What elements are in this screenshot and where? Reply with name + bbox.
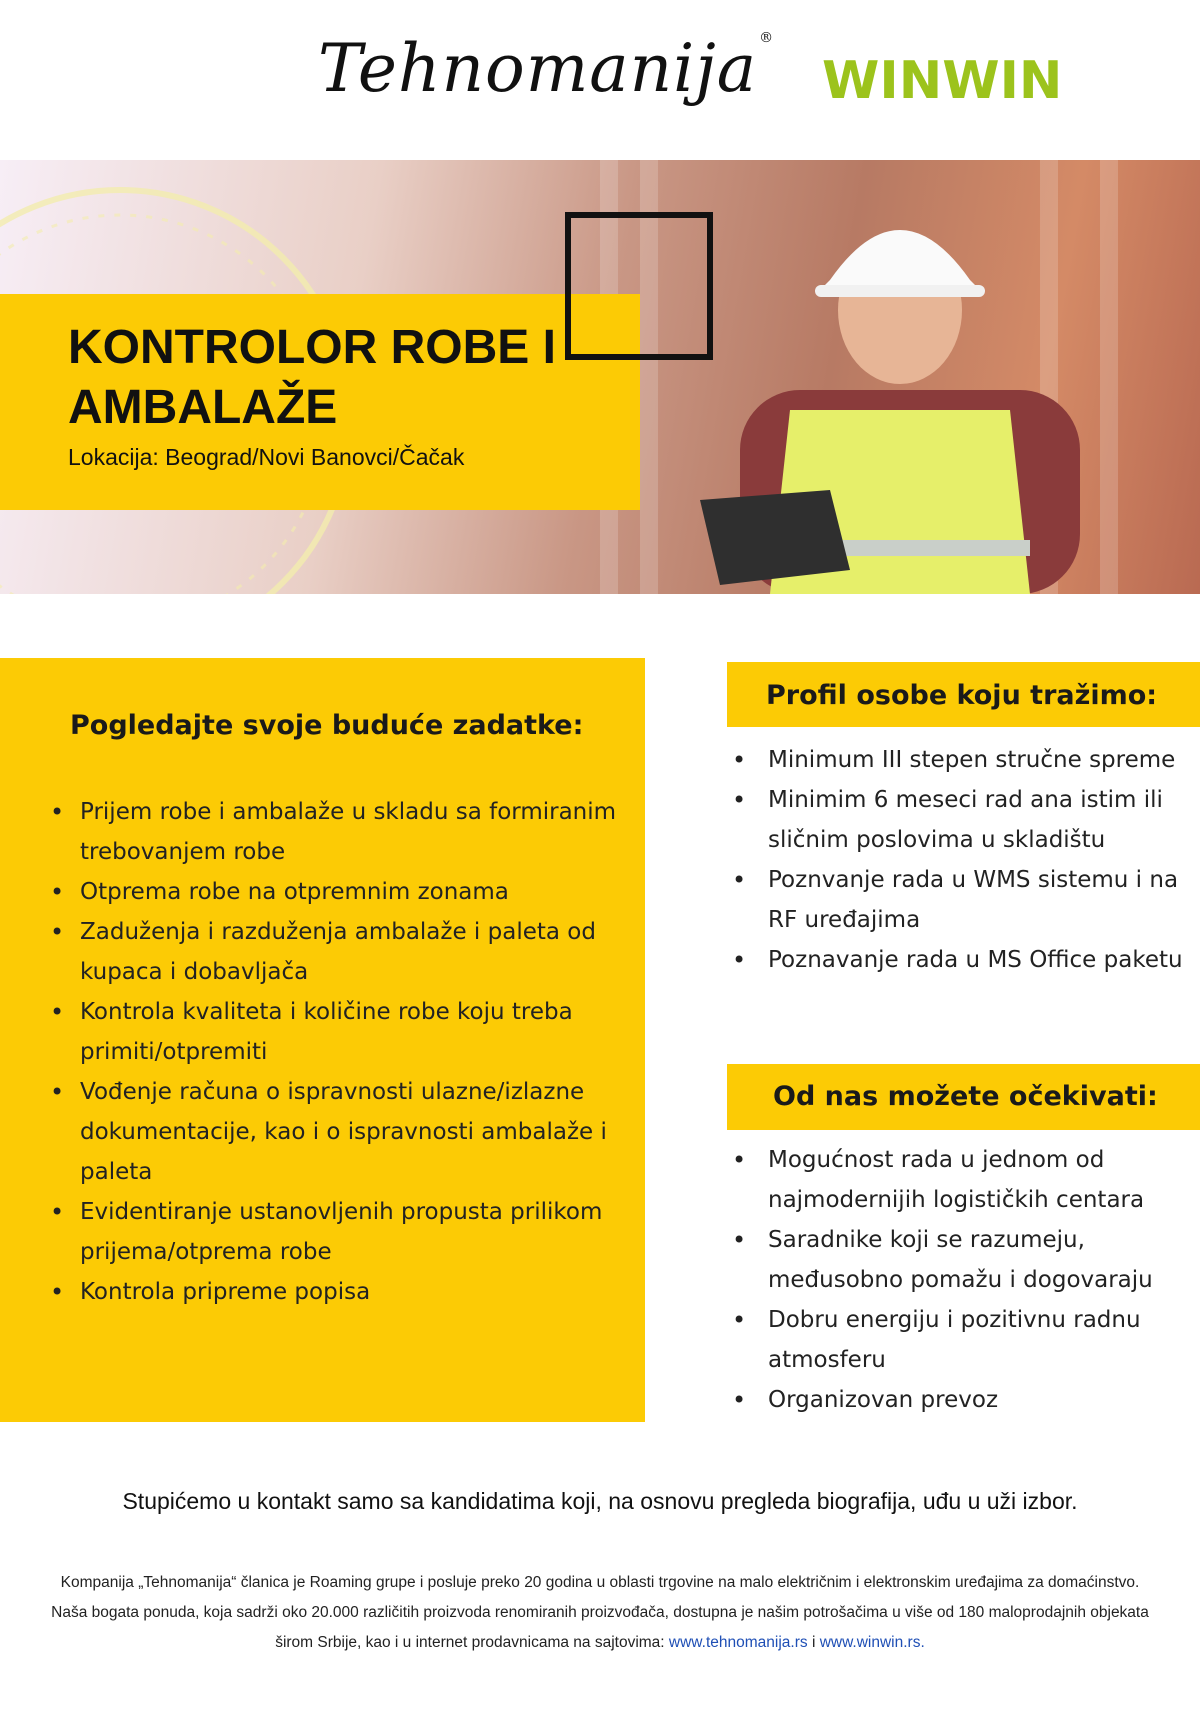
contact-note: Stupićemo u kontakt samo sa kandidatima koji, na osnovu pregleda biografija, uđu u uži izbor. bbox=[122, 1488, 1078, 1514]
list-item: • Zaduženja i razduženja ambalaže i paleta od kupaca i dobavljača bbox=[50, 912, 630, 992]
offer-heading: Od nas možete očekivati: bbox=[773, 1081, 1158, 1112]
company-footer bbox=[45, 1568, 1155, 1658]
list-item: • Minimim 6 meseci rad ana istim ili sličnim poslovima u skladištu bbox=[732, 780, 1192, 860]
tehnomanija-link[interactable]: www.tehnomanija.rs bbox=[668, 1634, 808, 1651]
list-item: • Otprema robe na otpremnim zonama bbox=[50, 872, 630, 912]
logo-text: Tehnomanija bbox=[318, 30, 758, 107]
registered-mark: ® bbox=[759, 30, 775, 46]
list-item: • Vođenje računa o ispravnosti ulazne/izlazne dokumentacije, kao i o ispravnosti ambalaže i paleta bbox=[50, 1072, 630, 1192]
list-item: • Kontrola kvaliteta i količine robe koju treba primiti/otpremiti bbox=[50, 992, 630, 1072]
list-item: • Poznavanje rada u MS Office paketu bbox=[732, 940, 1192, 980]
footer-joiner: i bbox=[811, 1634, 816, 1651]
winwin-logo-text: WINWIN bbox=[822, 52, 1063, 108]
list-item: • Minimum III stepen stručne spreme bbox=[732, 740, 1192, 780]
tasks-list bbox=[50, 792, 630, 1312]
list-item: • Saradnike koji se razumeju, međusobno pomažu i dogovaraju bbox=[732, 1220, 1192, 1300]
list-item: • Mogućnost rada u jednom od najmodernijih logističkih centara bbox=[732, 1140, 1192, 1220]
profile-heading: Profil osobe koju tražimo: bbox=[766, 680, 1158, 711]
tasks-heading: Pogledajte svoje buduće zadatke: bbox=[70, 710, 584, 741]
list-item: • Evidentiranje ustanovljenih propusta prilikom prijema/otprema robe bbox=[50, 1192, 630, 1272]
list-item: • Dobru energiju i pozitivnu radnu atmosferu bbox=[732, 1300, 1192, 1380]
list-item: • Kontrola pripreme popisa bbox=[50, 1272, 630, 1312]
list-item: • Organizovan prevoz bbox=[732, 1380, 1192, 1420]
winwin-logo bbox=[822, 52, 1132, 108]
tehnomanija-logo bbox=[318, 30, 774, 107]
job-title: KONTROLOR ROBE I AMBALAŽE bbox=[68, 321, 556, 434]
list-item: • Poznvanje rada u WMS sistemu i na RF uređajima bbox=[732, 860, 1192, 940]
worker-illustration bbox=[700, 190, 1100, 594]
job-location: Lokacija: Beograd/Novi Banovci/Čačak bbox=[68, 444, 465, 470]
winwin-link[interactable]: www.winwin.rs. bbox=[819, 1634, 925, 1651]
footer-text: Kompanija „Tehnomanija“ članica je Roaming grupe i posluje preko 20 godina u oblasti trgovine na malo električnim i elektronskim uređajima za domaćinstvo. Naša bogata ponuda, koja sadrži oko 20.000 različitih proizvoda renomiranih proizvođača, dostupna je našim potrošačima u više od 180 maloprodajnih objekata širom Srbije, kao i u internet prodavnicama na sajtovima: bbox=[51, 1574, 1149, 1651]
profile-list bbox=[732, 740, 1192, 980]
offer-list bbox=[732, 1140, 1192, 1420]
list-item: • Prijem robe i ambalaže u skladu sa formiranim trebovanjem robe bbox=[50, 792, 630, 872]
